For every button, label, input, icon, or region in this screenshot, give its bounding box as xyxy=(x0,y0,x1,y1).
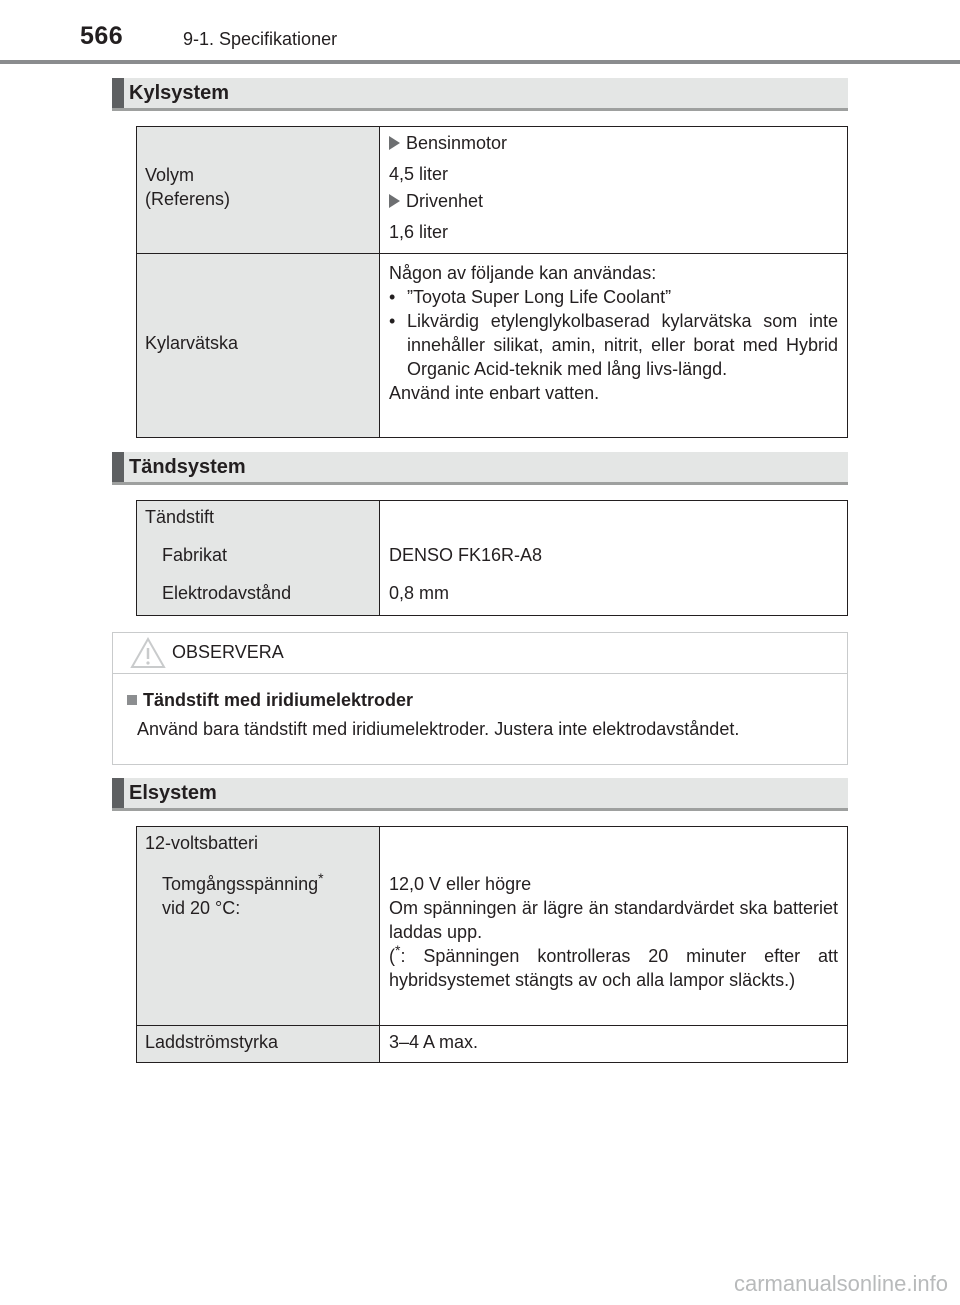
value-cell xyxy=(380,1026,847,1062)
table-tandsystem xyxy=(136,500,848,616)
elektrodavstand-value: 0,8 mm xyxy=(389,583,450,603)
page-number: 566 xyxy=(80,22,124,50)
kylarvatska-note: Använd inte enbart vatten. xyxy=(389,383,600,403)
caution-header xyxy=(113,633,847,674)
label-cell xyxy=(137,827,380,1025)
section-header-kylsystem xyxy=(112,78,848,111)
section-marker xyxy=(112,452,124,482)
label-cell xyxy=(137,501,380,615)
page-header xyxy=(0,0,960,64)
square-bullet-icon xyxy=(127,695,137,705)
tomgang-label: Tomgångsspänning* xyxy=(162,870,324,894)
fabrikat-label: Fabrikat xyxy=(162,545,228,565)
table-row-batteri xyxy=(137,827,847,1025)
elektrodavstand-label: Elektrodavstånd xyxy=(162,583,292,603)
bensinmotor-value: 4,5 liter xyxy=(389,164,449,184)
watermark: carmanualsonline.info xyxy=(733,1271,948,1296)
fabrikat-value: DENSO FK16R-A8 xyxy=(389,545,543,565)
triangle-bullet-icon xyxy=(389,136,400,150)
table-row-laddstrom xyxy=(137,1025,847,1062)
warning-icon xyxy=(130,637,166,669)
list-item: • ”Toyota Super Long Life Coolant” xyxy=(389,287,672,307)
table-row-tandstift xyxy=(137,501,847,615)
list-item: • Likvärdig etylenglykolbaserad kylarvätska som inte innehåller silikat, amin, nitrit, eller borat med Hybrid Organic Acid-teknik med lång livs-längd. xyxy=(389,311,838,379)
drivenhet-label: Drivenhet xyxy=(406,191,484,211)
drivenhet-value: 1,6 liter xyxy=(389,222,449,242)
table-kylsystem xyxy=(136,126,848,438)
table-row-volym xyxy=(137,127,847,253)
volym-ref-label: (Referens) xyxy=(145,189,231,209)
kylarvatska-label: Kylarvätska xyxy=(145,333,239,353)
label-cell xyxy=(137,127,380,253)
section-header-elsystem xyxy=(112,778,848,811)
section-marker xyxy=(112,78,124,108)
triangle-bullet-icon xyxy=(389,194,400,208)
caution-label: OBSERVERA xyxy=(172,642,284,662)
value-cell xyxy=(380,827,847,1025)
tomgang-temp-label: vid 20 °C: xyxy=(162,898,241,918)
laddstrom-label: Laddströmstyrka xyxy=(145,1032,279,1052)
tomgang-value: 12,0 V eller högre xyxy=(389,874,532,894)
footnote: (*: Spänningen kontrolleras 20 minuter efter att hybridsystemet stängts av och alla lampor släckts.) xyxy=(389,942,838,990)
header-rule xyxy=(0,60,960,64)
bensinmotor-label: Bensinmotor xyxy=(406,133,508,153)
table-elsystem xyxy=(136,826,848,1063)
section-title: Elsystem xyxy=(129,782,217,804)
caution-text: Använd bara tändstift med iridiumelektroder. Justera inte elektrodavståndet. xyxy=(137,719,740,739)
chapter-title: 9-1. Specifikationer xyxy=(183,29,338,49)
value-cell xyxy=(380,501,847,615)
laddstrom-value: 3–4 A max. xyxy=(389,1032,479,1052)
label-cell xyxy=(137,254,380,437)
section-title: Kylsystem xyxy=(129,82,230,104)
section-header-tandsystem xyxy=(112,452,848,485)
section-marker xyxy=(112,778,124,808)
value-cell xyxy=(380,254,847,437)
label-cell xyxy=(137,1026,380,1062)
value-cell xyxy=(380,127,847,253)
tandstift-label: Tändstift xyxy=(145,507,215,527)
batteri-label: 12-voltsbatteri xyxy=(145,833,259,853)
table-row-kylarvatska xyxy=(137,253,847,437)
caution-subtitle: Tändstift med iridiumelektroder xyxy=(127,690,413,711)
volym-label: Volym xyxy=(145,165,195,185)
section-title: Tändsystem xyxy=(129,456,246,478)
tomgang-note: Om spänningen är lägre än standardvärdet ska batteriet laddas upp. xyxy=(389,898,838,942)
caution-box xyxy=(112,632,848,765)
kylarvatska-intro: Någon av följande kan användas: xyxy=(389,263,657,283)
